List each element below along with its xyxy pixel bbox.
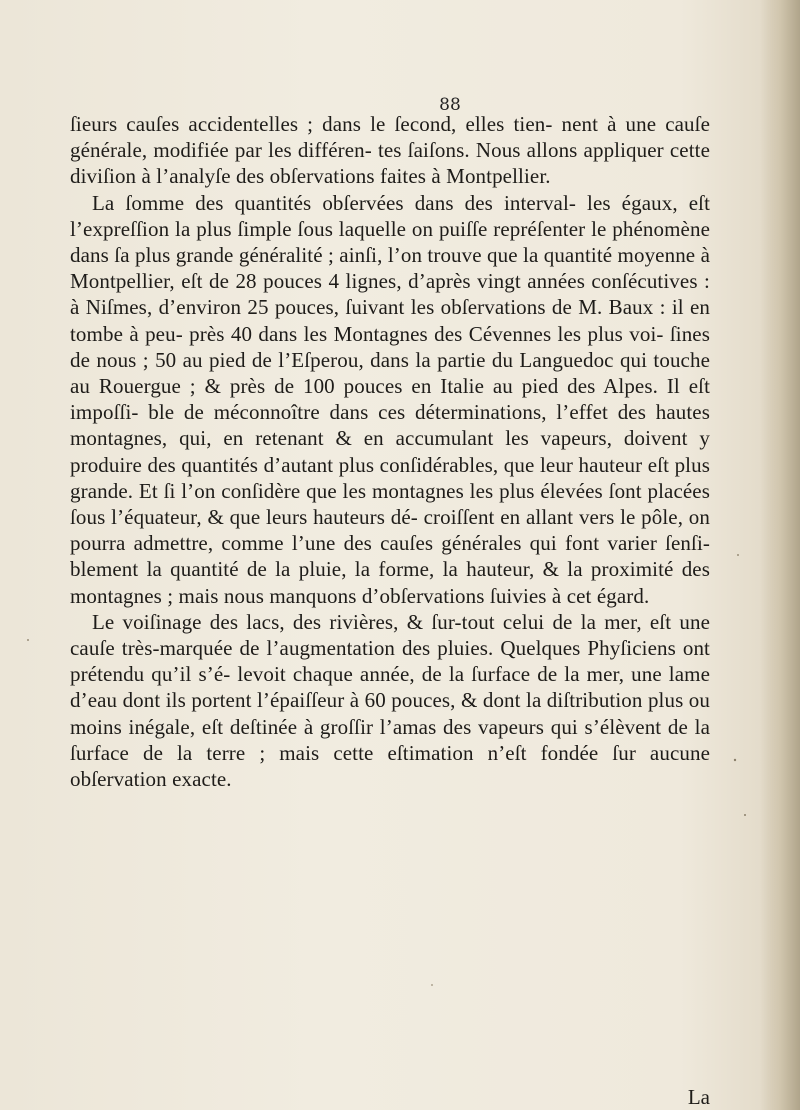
page-edge-shadow — [760, 0, 800, 1110]
body-text — [70, 111, 710, 792]
catchword: La — [687, 1085, 710, 1109]
paragraph-3: Le voiſinage des lacs, des rivières, & ſur-tout celui de la mer, eſt une cauſe très-marquée de l’augmentation des pluies. Quelques Phyſiciens ont prétendu qu’il s’é- levoit chaque année, de la ſurface de la mer, une lame d’eau dont ils portent l’épaiſſeur à 60 pouces, & dont la diſtribution plus ou moins inégale, eſt deſtinée à groſſir l’amas des vapeurs qui s’élèvent de la ſurface de la terre ; mais cette eſtimation n’eſt fondée ſur aucune obſervation exacte. — [70, 609, 710, 792]
paragraph-2: La ſomme des quantités obſervées dans des interval- les égaux, eſt l’expreſſion la plus ſimple ſous laquelle on puiſſe repréſenter le phénomène dans ſa plus grande généralité ; ainſi, l’on trouve que la quantité moyenne à Montpellier, eſt de 28 pouces 4 lignes, d’après vingt années conſécutives : à Niſmes, d’environ 25 pouces, ſuivant les obſervations de M. Baux : il en tombe à peu- près 40 dans les Montagnes des Cévennes les plus voi- ſines de nous ; 50 au pied de l’Eſperou, dans la partie du Languedoc qui touche au Rouergue ; & près de 100 pouces en Italie au pied des Alpes. Il eſt impoſſi- ble de méconnoître dans ces déterminations, l’effet des hautes montagnes, qui, en retenant & en accumulant les vapeurs, doivent y produire des quantités d’autant plus conſidérables, que leur hauteur eſt plus grande. Et ſi l’on conſidère que les montagnes les plus élevées ſont placées ſous l’équateur, & que leurs hauteurs dé- croiſſent en allant vers le pôle, on pourra admettre, comme l’une des cauſes générales qui font varier ſenſi- blement la quantité de la pluie, la forme, la hauteur, & la proximité des montagnes ; mais nous manquons d’obſervations ſuivies à cet égard. — [70, 190, 710, 608]
paragraph-1: ſieurs cauſes accidentelles ; dans le ſecond, elles tien- nent à une cauſe générale, modifiée par les différen- tes ſaiſons. Nous allons appliquer cette diviſion à l’analyſe des obſervations faites à Montpellier. — [70, 112, 710, 189]
page-number: 88 — [439, 95, 461, 115]
